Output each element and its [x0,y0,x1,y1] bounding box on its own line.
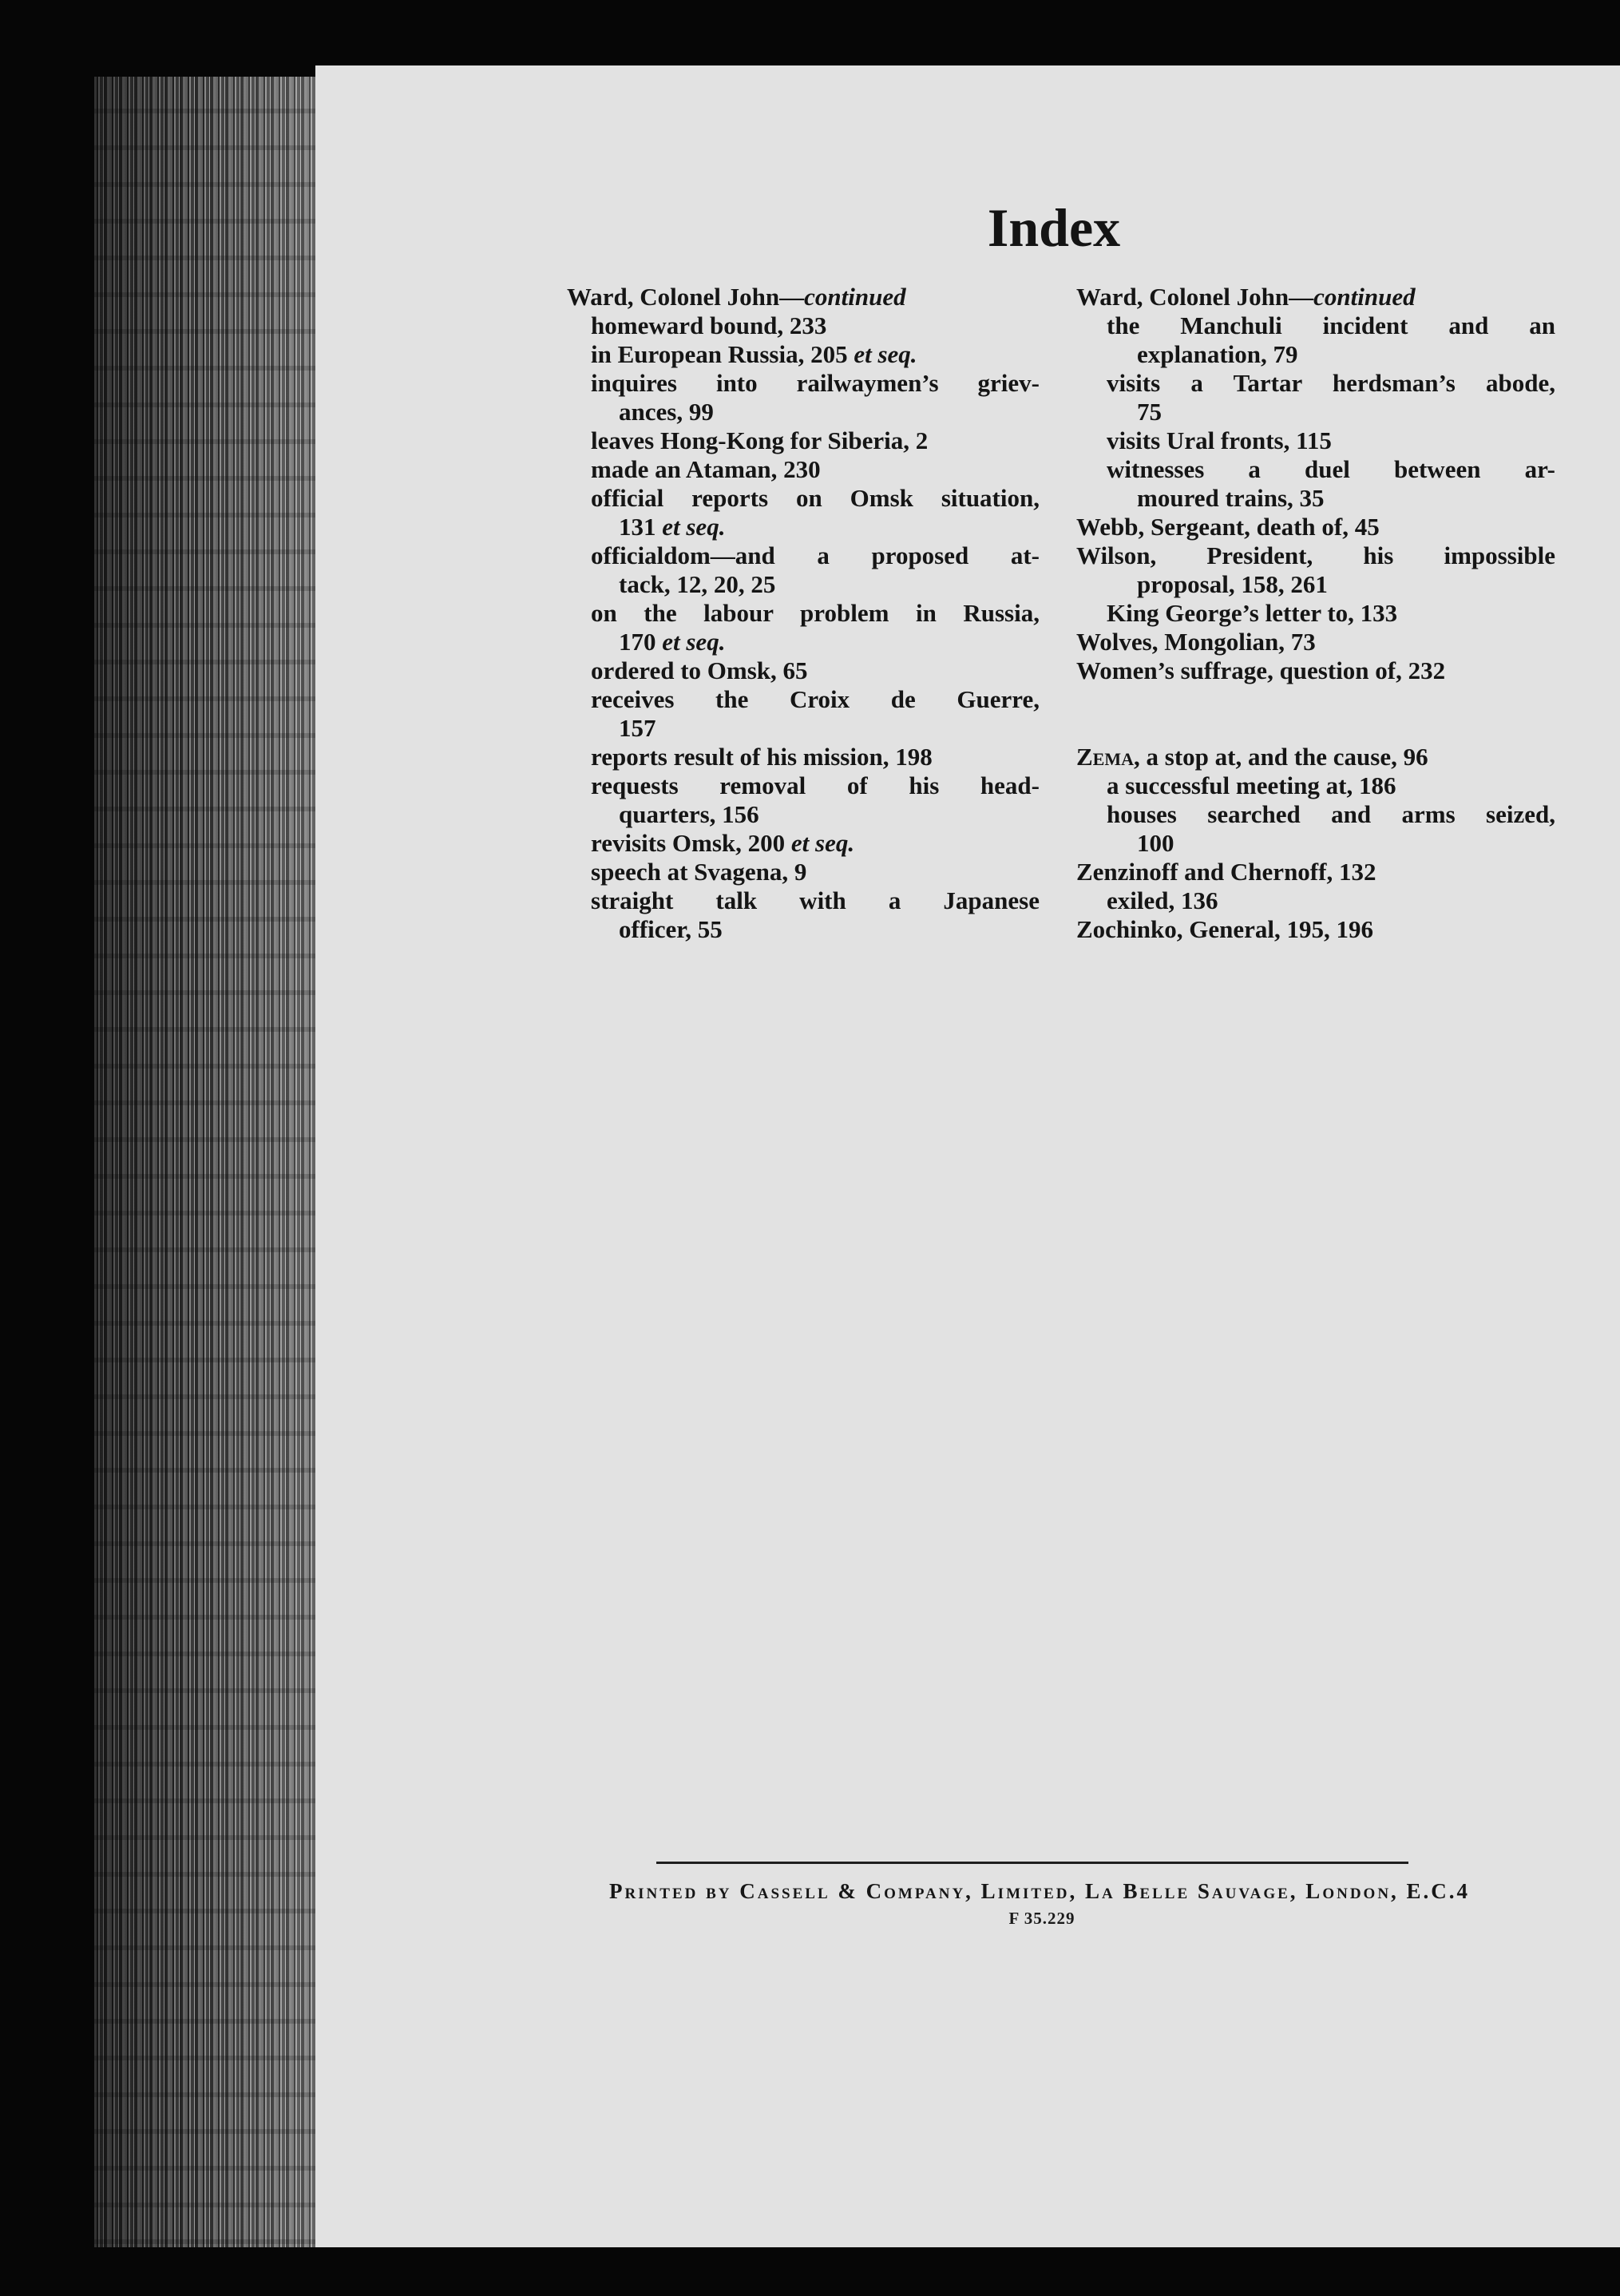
index-subentry [1076,369,1555,398]
index-subentry [567,369,1040,398]
index-subentry [1076,886,1555,915]
index-continuation [1076,340,1555,369]
index-entry [1076,743,1555,771]
entry-text: 170 [619,628,663,656]
index-subentry [567,743,1040,771]
entry-text: officialdom—and a proposed at- [591,541,1040,569]
index-subentry [567,455,1040,484]
index-entry [1076,858,1555,886]
index-subentry [567,426,1040,455]
index-subentry [567,656,1040,685]
index-continuation [1076,570,1555,599]
entry-text: 100 [1137,829,1174,857]
entry-text: witnesses a duel between ar- [1107,455,1555,483]
entry-text: Wolves, Mongolian, 73 [1076,628,1316,656]
entry-text: houses searched and arms seized, [1107,800,1555,828]
index-subentry [567,599,1040,628]
print-code: F 35.229 [1008,1909,1075,1928]
printer-imprint: Printed by Cassell & Company, Limited, La Belle Sauvage, London, E.C.4 [608,1879,1471,1903]
small-caps-text: Zema [1076,743,1135,771]
entry-text: exiled, 136 [1107,886,1218,914]
index-group [1076,283,1555,685]
entry-text: straight talk with a Japanese [591,886,1040,914]
entry-text: homeward bound, 233 [591,311,827,339]
entry-text: moured trains, 35 [1137,484,1325,512]
entry-text: on the labour problem in Russia, [591,599,1040,627]
index-group [1076,743,1555,944]
entry-text: made an Ataman, 230 [591,455,821,483]
page-title: Index [987,197,1121,258]
entry-text: ances, 99 [619,398,714,426]
entry-text: Wilson, President, his impossible [1076,541,1555,569]
index-entry [1076,628,1555,656]
index-entry [1076,541,1555,570]
entry-text: explanation, 79 [1137,340,1298,368]
index-subentry [567,541,1040,570]
index-entry [1076,915,1555,944]
italic-text: continued [804,283,906,311]
entry-text: speech at Svagena, 9 [591,858,807,886]
entry-text: quarters, 156 [619,800,759,828]
entry-text: 131 [619,513,663,541]
entry-text: proposal, 158, 261 [1137,570,1328,598]
entry-text: requests removal of his head- [591,771,1040,799]
entry-text: officer, 55 [619,915,723,943]
index-subentry [567,340,1040,369]
entry-text: Ward, Colonel John— [1076,283,1314,311]
italic-text: et seq. [790,829,855,857]
entry-text: Webb, Sergeant, death of, 45 [1076,513,1380,541]
italic-text: et seq. [854,340,917,368]
index-subentry [1076,800,1555,829]
index-subentry [567,685,1040,714]
index-continuation [567,398,1040,426]
entry-text: 75 [1137,398,1162,426]
index-continuation [567,915,1040,944]
entry-text: receives the Croix de Guerre, [591,685,1040,713]
index-continuation [567,513,1040,541]
index-subentry [567,311,1040,340]
index-continuation [567,628,1040,656]
index-subentry [567,484,1040,513]
italic-text: et seq. [662,628,726,656]
index-group [567,283,1040,944]
entry-text: revisits Omsk, 200 [591,829,791,857]
entry-text: a successful meeting at, 186 [1107,771,1396,799]
entry-text: , a stop at, and the cause, 96 [1134,743,1428,771]
index-continuation [1076,484,1555,513]
index-continuation [1076,398,1555,426]
entry-text: visits Ural fronts, 115 [1107,426,1332,454]
entry-text: Women’s suffrage, question of, 232 [1076,656,1446,684]
index-continuation [567,570,1040,599]
entry-text: visits a Tartar herdsman’s abode, [1107,369,1555,397]
index-continuation [567,714,1040,743]
page-edges-shading [94,77,318,2247]
italic-text: et seq. [662,513,726,541]
entry-text: the Manchuli incident and an [1107,311,1555,339]
index-column-right [1076,283,1555,944]
entry-text: inquires into railwaymen’s griev- [591,369,1040,397]
entry-text: leaves Hong-Kong for Siberia, 2 [591,426,929,454]
index-entry [567,283,1040,311]
index-subentry [1076,455,1555,484]
entry-text: Ward, Colonel John— [567,283,805,311]
index-subentry [1076,771,1555,800]
index-subentry [567,829,1040,858]
footer-rule [656,1862,1408,1864]
entry-text: Zochinko, General, 195, 196 [1076,915,1374,943]
index-subentry [567,858,1040,886]
index-subentry [567,886,1040,915]
index-entry [1076,513,1555,541]
index-continuation [1076,829,1555,858]
index-entry [1076,283,1555,311]
entry-text: 157 [619,714,656,742]
entry-text: King George’s letter to, 133 [1107,599,1398,627]
italic-text: continued [1313,283,1416,311]
entry-text: ordered to Omsk, 65 [591,656,808,684]
entry-text: reports result of his mission, 198 [591,743,933,771]
index-subentry [1076,599,1555,628]
index-column-left [567,283,1040,944]
entry-text: official reports on Omsk situation, [591,484,1040,512]
index-subentry [567,771,1040,800]
index-subentry [1076,311,1555,340]
entry-text: tack, 12, 20, 25 [619,570,776,598]
entry-text: Zenzinoff and Chernoff, 132 [1076,858,1376,886]
index-entry [1076,656,1555,685]
index-continuation [567,800,1040,829]
index-subentry [1076,426,1555,455]
entry-text: in European Russia, 205 [591,340,854,368]
